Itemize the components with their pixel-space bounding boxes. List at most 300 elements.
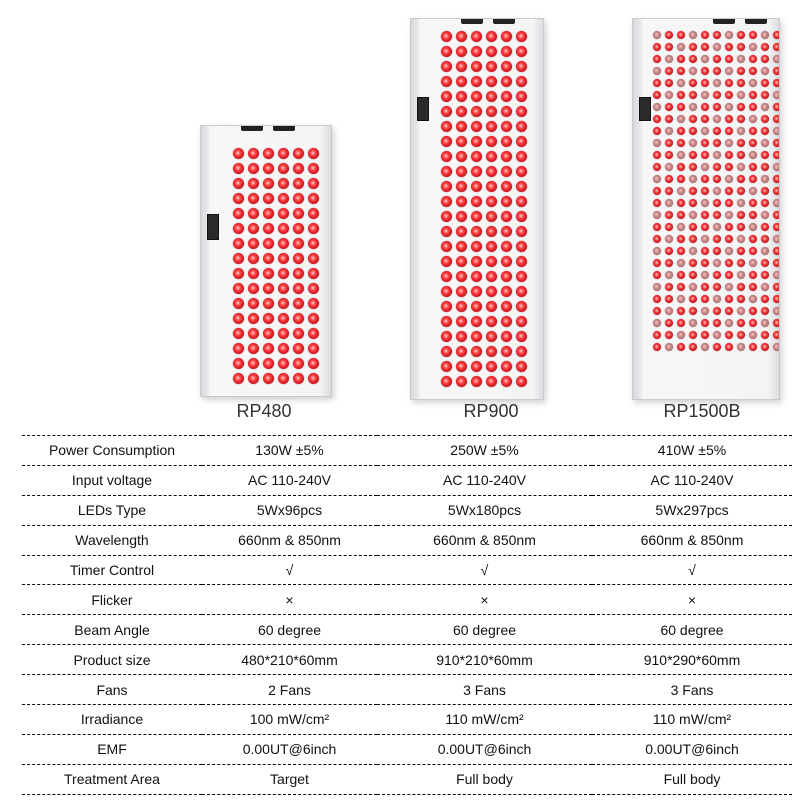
led-light bbox=[677, 319, 685, 327]
led-light bbox=[749, 259, 757, 267]
led-light bbox=[737, 31, 745, 39]
led-light bbox=[737, 115, 745, 123]
led-light bbox=[441, 331, 452, 342]
led-light bbox=[749, 271, 757, 279]
spec-value-cell-rp900: Full body bbox=[377, 764, 592, 794]
led-light bbox=[248, 343, 259, 354]
spec-name-cell: Irradiance bbox=[22, 705, 202, 735]
led-light bbox=[725, 235, 733, 243]
table-row bbox=[22, 495, 792, 525]
led-light bbox=[665, 199, 673, 207]
led-light bbox=[677, 43, 685, 51]
led-light bbox=[486, 166, 497, 177]
led-light bbox=[486, 256, 497, 267]
led-light bbox=[725, 187, 733, 195]
led-light bbox=[501, 46, 512, 57]
led-light bbox=[293, 328, 304, 339]
led-light bbox=[749, 343, 757, 351]
table-row bbox=[22, 465, 792, 495]
led-light bbox=[665, 163, 673, 171]
led-light bbox=[701, 139, 709, 147]
led-light bbox=[761, 331, 769, 339]
led-light bbox=[725, 31, 733, 39]
led-light bbox=[665, 67, 673, 75]
led-light bbox=[278, 253, 289, 264]
led-light bbox=[516, 46, 527, 57]
led-light bbox=[773, 151, 780, 159]
led-light bbox=[501, 256, 512, 267]
led-light bbox=[441, 181, 452, 192]
led-light bbox=[278, 358, 289, 369]
led-light bbox=[308, 178, 319, 189]
led-light bbox=[749, 199, 757, 207]
led-light bbox=[725, 67, 733, 75]
led-light bbox=[689, 91, 697, 99]
led-light bbox=[665, 91, 673, 99]
led-light bbox=[689, 115, 697, 123]
spec-value-cell-rp1500b: 3 Fans bbox=[592, 675, 792, 705]
led-light bbox=[689, 319, 697, 327]
led-light bbox=[501, 196, 512, 207]
led-light bbox=[773, 43, 780, 51]
led-light bbox=[263, 238, 274, 249]
led-light bbox=[701, 67, 709, 75]
spec-value-cell-rp900: 660nm & 850nm bbox=[377, 525, 592, 555]
spec-value-cell-rp900: 5Wx180pcs bbox=[377, 495, 592, 525]
led-light bbox=[701, 31, 709, 39]
led-light bbox=[233, 298, 244, 309]
led-light bbox=[749, 151, 757, 159]
led-light bbox=[516, 106, 527, 117]
led-light bbox=[689, 343, 697, 351]
spec-value-cell-rp1500b: 410W ±5% bbox=[592, 436, 792, 466]
led-light bbox=[689, 79, 697, 87]
led-light bbox=[501, 61, 512, 72]
led-light bbox=[308, 358, 319, 369]
product-image-rp900 bbox=[410, 18, 544, 400]
led-light bbox=[471, 301, 482, 312]
led-light bbox=[233, 193, 244, 204]
led-light bbox=[278, 208, 289, 219]
led-light bbox=[486, 91, 497, 102]
led-light bbox=[725, 331, 733, 339]
led-light bbox=[441, 166, 452, 177]
led-light bbox=[486, 376, 497, 387]
timer-display bbox=[639, 97, 651, 121]
led-light bbox=[677, 211, 685, 219]
led-light bbox=[773, 307, 780, 315]
led-light bbox=[248, 313, 259, 324]
led-light bbox=[278, 268, 289, 279]
led-light bbox=[441, 61, 452, 72]
power-switches bbox=[241, 125, 295, 131]
led-light bbox=[441, 91, 452, 102]
led-light bbox=[749, 91, 757, 99]
led-light bbox=[441, 301, 452, 312]
led-light bbox=[501, 241, 512, 252]
led-light bbox=[278, 193, 289, 204]
led-light bbox=[725, 343, 733, 351]
led-light bbox=[713, 67, 721, 75]
led-light bbox=[653, 103, 661, 111]
led-light bbox=[773, 31, 780, 39]
led-light bbox=[749, 307, 757, 315]
led-light bbox=[749, 79, 757, 87]
led-light bbox=[516, 196, 527, 207]
table-row bbox=[22, 525, 792, 555]
led-light bbox=[248, 193, 259, 204]
led-light bbox=[501, 331, 512, 342]
led-light bbox=[308, 328, 319, 339]
led-light bbox=[516, 271, 527, 282]
timer-display bbox=[417, 97, 429, 121]
led-light bbox=[701, 259, 709, 267]
led-light bbox=[501, 181, 512, 192]
led-light bbox=[471, 271, 482, 282]
spec-value-cell-rp1500b: AC 110-240V bbox=[592, 465, 792, 495]
led-light bbox=[263, 253, 274, 264]
led-light bbox=[516, 91, 527, 102]
led-light bbox=[773, 139, 780, 147]
led-light bbox=[677, 223, 685, 231]
led-light bbox=[471, 331, 482, 342]
led-light bbox=[263, 358, 274, 369]
led-light bbox=[233, 328, 244, 339]
led-light bbox=[263, 148, 274, 159]
led-light bbox=[293, 268, 304, 279]
led-light bbox=[441, 346, 452, 357]
spec-name-cell: Product size bbox=[22, 645, 202, 675]
led-light bbox=[749, 187, 757, 195]
spec-value-cell-rp1500b: 110 mW/cm² bbox=[592, 705, 792, 735]
led-light bbox=[713, 259, 721, 267]
led-light bbox=[308, 298, 319, 309]
led-light bbox=[516, 226, 527, 237]
led-light bbox=[486, 301, 497, 312]
led-light bbox=[665, 283, 673, 291]
led-light bbox=[471, 61, 482, 72]
led-light bbox=[653, 175, 661, 183]
led-light bbox=[456, 91, 467, 102]
led-light bbox=[516, 361, 527, 372]
led-light bbox=[701, 271, 709, 279]
led-light bbox=[501, 166, 512, 177]
led-light bbox=[653, 163, 661, 171]
led-light bbox=[233, 253, 244, 264]
led-light bbox=[689, 163, 697, 171]
led-light bbox=[725, 295, 733, 303]
led-light bbox=[233, 313, 244, 324]
led-light bbox=[725, 319, 733, 327]
led-light bbox=[456, 136, 467, 147]
led-light bbox=[701, 343, 709, 351]
led-array bbox=[441, 31, 527, 387]
led-light bbox=[516, 181, 527, 192]
led-light bbox=[689, 223, 697, 231]
led-light bbox=[689, 247, 697, 255]
led-light bbox=[749, 67, 757, 75]
led-light bbox=[725, 151, 733, 159]
spec-value-cell-rp900: 0.00UT@6inch bbox=[377, 734, 592, 764]
led-light bbox=[761, 151, 769, 159]
led-light bbox=[689, 31, 697, 39]
led-light bbox=[501, 211, 512, 222]
led-light bbox=[725, 199, 733, 207]
table-row bbox=[22, 675, 792, 705]
led-light bbox=[441, 151, 452, 162]
led-light bbox=[653, 139, 661, 147]
spec-value-cell-rp900: 3 Fans bbox=[377, 675, 592, 705]
led-light bbox=[677, 331, 685, 339]
led-light bbox=[725, 55, 733, 63]
led-light bbox=[278, 223, 289, 234]
led-light bbox=[737, 235, 745, 243]
led-light bbox=[665, 259, 673, 267]
led-light bbox=[263, 163, 274, 174]
led-light bbox=[665, 127, 673, 135]
led-light bbox=[665, 307, 673, 315]
led-light bbox=[263, 373, 274, 384]
led-light bbox=[653, 43, 661, 51]
led-light bbox=[278, 238, 289, 249]
led-light bbox=[713, 163, 721, 171]
led-light bbox=[773, 199, 780, 207]
led-light bbox=[725, 211, 733, 219]
led-light bbox=[516, 121, 527, 132]
led-light bbox=[456, 346, 467, 357]
led-light bbox=[665, 79, 673, 87]
led-light bbox=[725, 43, 733, 51]
led-light bbox=[233, 373, 244, 384]
led-light bbox=[773, 223, 780, 231]
led-light bbox=[677, 151, 685, 159]
led-light bbox=[689, 55, 697, 63]
led-light bbox=[486, 136, 497, 147]
led-light bbox=[677, 55, 685, 63]
led-light bbox=[248, 373, 259, 384]
led-light bbox=[665, 223, 673, 231]
led-light bbox=[773, 283, 780, 291]
led-light bbox=[653, 79, 661, 87]
led-light bbox=[653, 247, 661, 255]
led-light bbox=[516, 76, 527, 87]
led-light bbox=[737, 139, 745, 147]
led-light bbox=[471, 76, 482, 87]
led-light bbox=[456, 76, 467, 87]
led-light bbox=[677, 235, 685, 243]
led-light bbox=[293, 343, 304, 354]
panel-side-rim bbox=[201, 126, 209, 396]
led-light bbox=[456, 151, 467, 162]
led-light bbox=[773, 331, 780, 339]
led-light bbox=[689, 331, 697, 339]
led-light bbox=[293, 178, 304, 189]
led-light bbox=[233, 268, 244, 279]
led-light bbox=[773, 187, 780, 195]
led-light bbox=[737, 247, 745, 255]
spec-value-cell-rp1500b: 60 degree bbox=[592, 615, 792, 645]
spec-value-cell-rp1500b: 5Wx297pcs bbox=[592, 495, 792, 525]
led-light bbox=[471, 31, 482, 42]
led-light bbox=[516, 166, 527, 177]
led-light bbox=[441, 46, 452, 57]
led-light bbox=[233, 343, 244, 354]
led-light bbox=[761, 31, 769, 39]
spec-name-cell: Treatment Area bbox=[22, 764, 202, 794]
led-light bbox=[773, 67, 780, 75]
led-light bbox=[761, 67, 769, 75]
led-light bbox=[441, 136, 452, 147]
led-light bbox=[278, 313, 289, 324]
led-light bbox=[761, 259, 769, 267]
led-light bbox=[689, 211, 697, 219]
led-light bbox=[689, 175, 697, 183]
led-light bbox=[293, 283, 304, 294]
led-light bbox=[308, 343, 319, 354]
led-light bbox=[516, 211, 527, 222]
led-light bbox=[653, 199, 661, 207]
led-light bbox=[308, 313, 319, 324]
led-light bbox=[456, 226, 467, 237]
led-light bbox=[725, 271, 733, 279]
led-light bbox=[749, 43, 757, 51]
led-light bbox=[677, 127, 685, 135]
led-light bbox=[689, 235, 697, 243]
spec-value-cell-rp480: √ bbox=[202, 555, 377, 585]
table-row bbox=[22, 645, 792, 675]
led-light bbox=[665, 211, 673, 219]
led-light bbox=[689, 67, 697, 75]
spec-value-cell-rp900: 250W ±5% bbox=[377, 436, 592, 466]
led-light bbox=[725, 247, 733, 255]
led-light bbox=[456, 286, 467, 297]
led-light bbox=[233, 283, 244, 294]
led-light bbox=[725, 79, 733, 87]
led-light bbox=[456, 301, 467, 312]
led-light bbox=[749, 295, 757, 303]
led-light bbox=[665, 295, 673, 303]
led-light bbox=[233, 178, 244, 189]
led-light bbox=[248, 253, 259, 264]
led-light bbox=[689, 199, 697, 207]
led-light bbox=[701, 187, 709, 195]
spec-value-cell-rp900: 910*210*60mm bbox=[377, 645, 592, 675]
led-light bbox=[263, 328, 274, 339]
led-light bbox=[749, 163, 757, 171]
led-light bbox=[749, 235, 757, 243]
led-light bbox=[653, 343, 661, 351]
led-light bbox=[456, 271, 467, 282]
led-light bbox=[486, 316, 497, 327]
led-light bbox=[749, 55, 757, 63]
led-light bbox=[501, 346, 512, 357]
led-light bbox=[773, 235, 780, 243]
led-light bbox=[701, 307, 709, 315]
led-light bbox=[689, 295, 697, 303]
led-light bbox=[653, 259, 661, 267]
led-light bbox=[713, 139, 721, 147]
led-light bbox=[713, 283, 721, 291]
led-light bbox=[773, 259, 780, 267]
led-array bbox=[233, 148, 319, 384]
spec-value-cell-rp900: × bbox=[377, 585, 592, 615]
led-light bbox=[725, 139, 733, 147]
led-light bbox=[761, 187, 769, 195]
led-light bbox=[263, 223, 274, 234]
led-light bbox=[737, 67, 745, 75]
led-light bbox=[516, 61, 527, 72]
led-light bbox=[653, 115, 661, 123]
led-light bbox=[441, 271, 452, 282]
led-light bbox=[486, 346, 497, 357]
led-light bbox=[471, 316, 482, 327]
led-light bbox=[486, 151, 497, 162]
led-light bbox=[701, 79, 709, 87]
led-light bbox=[456, 196, 467, 207]
led-light bbox=[456, 211, 467, 222]
led-light bbox=[486, 31, 497, 42]
led-light bbox=[248, 163, 259, 174]
led-light bbox=[456, 61, 467, 72]
led-light bbox=[486, 61, 497, 72]
led-light bbox=[749, 31, 757, 39]
led-light bbox=[701, 175, 709, 183]
led-light bbox=[516, 346, 527, 357]
led-light bbox=[471, 121, 482, 132]
led-light bbox=[677, 295, 685, 303]
led-light bbox=[293, 358, 304, 369]
led-light bbox=[278, 373, 289, 384]
led-light bbox=[761, 211, 769, 219]
led-light bbox=[501, 286, 512, 297]
led-light bbox=[773, 127, 780, 135]
led-light bbox=[761, 283, 769, 291]
led-light bbox=[441, 121, 452, 132]
power-switches bbox=[713, 18, 767, 24]
led-light bbox=[761, 115, 769, 123]
led-light bbox=[653, 91, 661, 99]
led-light bbox=[749, 283, 757, 291]
led-light bbox=[749, 223, 757, 231]
led-light bbox=[308, 238, 319, 249]
led-light bbox=[278, 298, 289, 309]
led-light bbox=[293, 253, 304, 264]
led-light bbox=[456, 121, 467, 132]
led-light bbox=[516, 136, 527, 147]
spec-value-cell-rp480: AC 110-240V bbox=[202, 465, 377, 495]
led-light bbox=[713, 127, 721, 135]
led-light bbox=[486, 121, 497, 132]
led-light bbox=[441, 226, 452, 237]
spec-value-cell-rp1500b: 0.00UT@6inch bbox=[592, 734, 792, 764]
panel-side-rim bbox=[411, 19, 419, 399]
spec-value-cell-rp1500b: Full body bbox=[592, 764, 792, 794]
led-light bbox=[486, 241, 497, 252]
led-light bbox=[248, 208, 259, 219]
led-light bbox=[761, 163, 769, 171]
led-light bbox=[725, 259, 733, 267]
led-light bbox=[486, 226, 497, 237]
led-light bbox=[653, 331, 661, 339]
led-light bbox=[701, 211, 709, 219]
spec-name-cell: Input voltage bbox=[22, 465, 202, 495]
led-light bbox=[501, 316, 512, 327]
led-light bbox=[737, 91, 745, 99]
led-light bbox=[737, 259, 745, 267]
led-light bbox=[713, 55, 721, 63]
led-light bbox=[701, 331, 709, 339]
led-light bbox=[725, 127, 733, 135]
